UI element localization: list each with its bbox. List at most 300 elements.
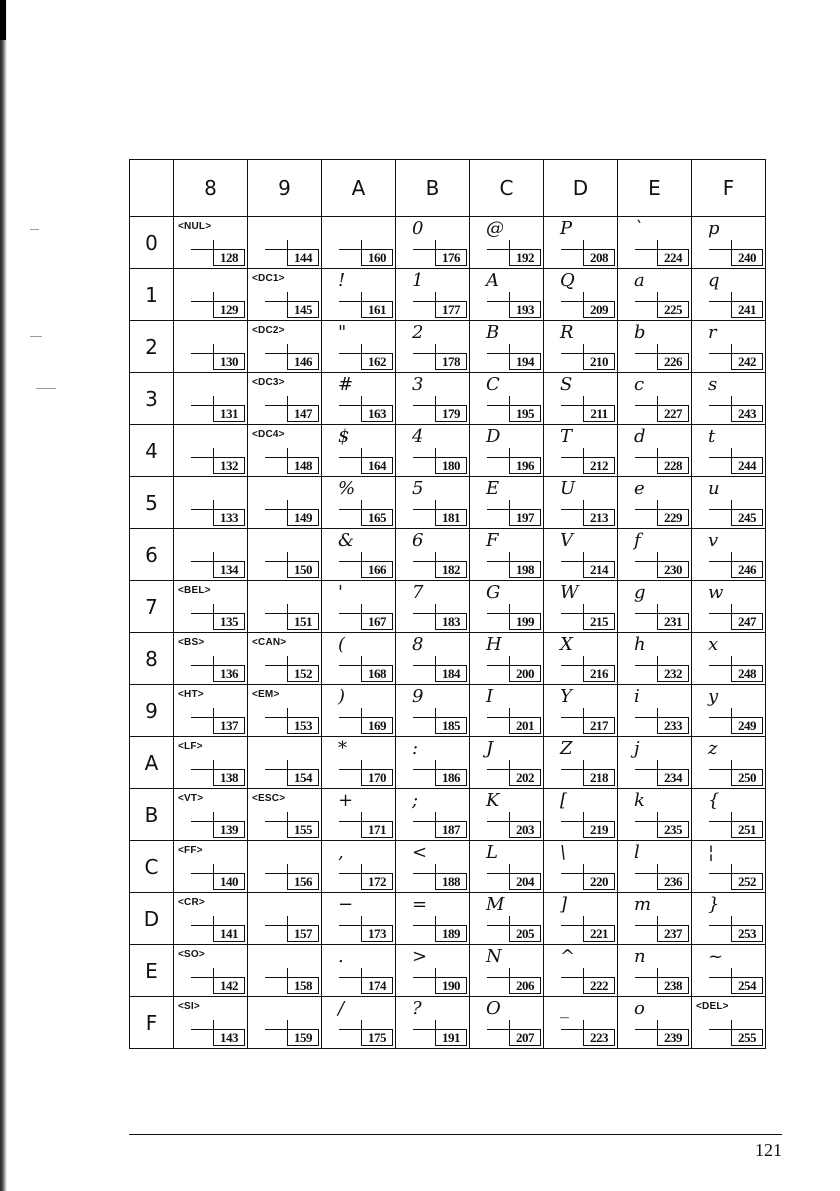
- character-glyph: ": [338, 322, 347, 343]
- character-glyph: 6: [412, 530, 424, 551]
- char-cell: [544, 685, 618, 737]
- char-cell: [692, 425, 766, 477]
- control-code-label: <NUL>: [178, 221, 212, 232]
- char-cell: [618, 477, 692, 529]
- character-glyph: T: [560, 426, 573, 447]
- char-cell: [174, 893, 248, 945]
- decimal-code-box: 191: [435, 1029, 467, 1046]
- decimal-code-box: 208: [583, 249, 615, 266]
- character-glyph: X: [560, 634, 573, 655]
- character-glyph: &: [338, 530, 355, 551]
- scan-edge-mark: [0, 0, 6, 40]
- decimal-code-box: 196: [509, 457, 541, 474]
- decimal-code-box: 209: [583, 301, 615, 318]
- row-header: 0: [130, 217, 174, 269]
- char-cell: [692, 841, 766, 893]
- character-glyph: u: [708, 478, 720, 499]
- decimal-code-box: 160: [361, 249, 393, 266]
- decimal-code-box: 159: [287, 1029, 319, 1046]
- char-cell: [544, 321, 618, 373]
- character-glyph: ^: [560, 946, 576, 967]
- decimal-code-box: 239: [657, 1029, 689, 1046]
- decimal-code-box: 165: [361, 509, 393, 526]
- char-cell: [174, 789, 248, 841]
- decimal-code-box: 214: [583, 561, 615, 578]
- table-row: [130, 789, 766, 841]
- column-header: D: [544, 160, 618, 217]
- decimal-code-box: 147: [287, 405, 319, 422]
- char-cell: [322, 997, 396, 1049]
- decimal-code-box: 255: [731, 1029, 763, 1046]
- decimal-code-box: 131: [213, 405, 245, 422]
- table-row: [130, 633, 766, 685]
- column-header: A: [322, 160, 396, 217]
- control-code-label: <DC4>: [252, 429, 285, 440]
- character-glyph: D: [486, 426, 501, 447]
- character-glyph: 3: [412, 374, 424, 395]
- char-cell: [618, 217, 692, 269]
- character-glyph: L: [486, 842, 498, 863]
- char-cell: [470, 477, 544, 529]
- character-glyph: R: [560, 322, 574, 343]
- character-glyph: b: [634, 322, 646, 343]
- char-cell: [322, 373, 396, 425]
- char-cell: [544, 841, 618, 893]
- char-cell: [470, 633, 544, 685]
- char-cell: [248, 737, 322, 789]
- char-cell: [618, 321, 692, 373]
- decimal-code-box: 148: [287, 457, 319, 474]
- character-glyph: >: [412, 946, 428, 967]
- character-glyph: 1: [412, 270, 424, 291]
- character-glyph: *: [338, 738, 347, 759]
- character-glyph: C: [486, 374, 500, 395]
- decimal-code-box: 172: [361, 873, 393, 890]
- character-glyph: ;: [412, 790, 419, 811]
- decimal-code-box: 153: [287, 717, 319, 734]
- decimal-code-box: 250: [731, 769, 763, 786]
- decimal-code-box: 213: [583, 509, 615, 526]
- decimal-code-box: 161: [361, 301, 393, 318]
- character-glyph: l: [634, 842, 640, 863]
- decimal-code-box: 206: [509, 977, 541, 994]
- decimal-code-box: 141: [213, 925, 245, 942]
- decimal-code-box: 145: [287, 301, 319, 318]
- char-cell: [322, 321, 396, 373]
- char-cell: [618, 633, 692, 685]
- control-code-label: <FF>: [178, 845, 203, 856]
- char-cell: [396, 269, 470, 321]
- char-cell: [470, 685, 544, 737]
- decimal-code-box: 241: [731, 301, 763, 318]
- character-glyph: ~: [708, 946, 724, 967]
- character-glyph: p: [708, 218, 720, 239]
- decimal-code-box: 197: [509, 509, 541, 526]
- char-cell: [692, 581, 766, 633]
- character-glyph: 7: [412, 582, 424, 603]
- decimal-code-box: 133: [213, 509, 245, 526]
- row-header: 3: [130, 373, 174, 425]
- char-cell: [544, 633, 618, 685]
- character-glyph: ¦: [708, 842, 715, 863]
- row-header: A: [130, 737, 174, 789]
- decimal-code-box: 190: [435, 977, 467, 994]
- decimal-code-box: 245: [731, 509, 763, 526]
- decimal-code-box: 187: [435, 821, 467, 838]
- control-code-label: <SI>: [178, 1001, 200, 1012]
- character-glyph: w: [708, 582, 724, 603]
- column-header: B: [396, 160, 470, 217]
- character-glyph: h: [634, 634, 646, 655]
- char-cell: [248, 841, 322, 893]
- char-cell: [692, 945, 766, 997]
- decimal-code-box: 195: [509, 405, 541, 422]
- decimal-code-box: 226: [657, 353, 689, 370]
- decimal-code-box: 218: [583, 769, 615, 786]
- character-glyph: e: [634, 478, 645, 499]
- char-cell: [692, 633, 766, 685]
- control-code-label: <HT>: [178, 689, 204, 700]
- character-glyph: \: [560, 842, 567, 863]
- char-cell: [618, 997, 692, 1049]
- table-row: [130, 477, 766, 529]
- char-cell: [396, 373, 470, 425]
- decimal-code-box: 252: [731, 873, 763, 890]
- char-cell: [396, 945, 470, 997]
- decimal-code-box: 151: [287, 613, 319, 630]
- row-header: B: [130, 789, 174, 841]
- row-header: 5: [130, 477, 174, 529]
- char-cell: [692, 477, 766, 529]
- decimal-code-box: 189: [435, 925, 467, 942]
- char-cell: [618, 737, 692, 789]
- char-cell: [174, 373, 248, 425]
- decimal-code-box: 150: [287, 561, 319, 578]
- decimal-code-box: 232: [657, 665, 689, 682]
- character-glyph: M: [486, 894, 505, 915]
- decimal-code-box: 254: [731, 977, 763, 994]
- decimal-code-box: 173: [361, 925, 393, 942]
- char-cell: [322, 269, 396, 321]
- control-code-label: <DC3>: [252, 377, 285, 388]
- decimal-code-box: 199: [509, 613, 541, 630]
- decimal-code-box: 139: [213, 821, 245, 838]
- character-glyph: U: [560, 478, 576, 499]
- char-cell: [544, 217, 618, 269]
- char-cell: [174, 997, 248, 1049]
- character-glyph: x: [708, 634, 719, 655]
- character-glyph: 0: [412, 218, 424, 239]
- table-body: [130, 217, 766, 1049]
- decimal-code-box: 157: [287, 925, 319, 942]
- table-row: [130, 373, 766, 425]
- character-glyph: s: [708, 374, 718, 395]
- char-cell: [248, 321, 322, 373]
- char-cell: [544, 789, 618, 841]
- decimal-code-box: 168: [361, 665, 393, 682]
- decimal-code-box: 175: [361, 1029, 393, 1046]
- character-glyph: 2: [412, 322, 424, 343]
- char-cell: [544, 945, 618, 997]
- char-cell: [248, 581, 322, 633]
- table-row: [130, 841, 766, 893]
- decimal-code-box: 162: [361, 353, 393, 370]
- char-cell: [322, 945, 396, 997]
- table-row: [130, 529, 766, 581]
- char-cell: [692, 789, 766, 841]
- decimal-code-box: 140: [213, 873, 245, 890]
- decimal-code-box: 211: [583, 405, 615, 422]
- char-cell: [470, 321, 544, 373]
- decimal-code-box: 156: [287, 873, 319, 890]
- decimal-code-box: 217: [583, 717, 615, 734]
- char-cell: [396, 581, 470, 633]
- margin-mark: [30, 229, 39, 230]
- column-header: E: [618, 160, 692, 217]
- char-cell: [396, 685, 470, 737]
- char-cell: [396, 893, 470, 945]
- character-glyph: <: [412, 842, 428, 863]
- control-code-label: <DC2>: [252, 325, 285, 336]
- corner-cell: [130, 160, 174, 217]
- decimal-code-box: 132: [213, 457, 245, 474]
- character-glyph: o: [634, 998, 645, 1019]
- character-glyph: i: [634, 686, 640, 707]
- decimal-code-box: 176: [435, 249, 467, 266]
- char-cell: [322, 477, 396, 529]
- table-row: [130, 425, 766, 477]
- character-glyph: N: [486, 946, 502, 967]
- char-cell: [618, 893, 692, 945]
- table-row: [130, 581, 766, 633]
- decimal-code-box: 174: [361, 977, 393, 994]
- decimal-code-box: 184: [435, 665, 467, 682]
- control-code-label: <BEL>: [178, 585, 211, 596]
- control-code-label: <CR>: [178, 897, 205, 908]
- char-cell: [544, 893, 618, 945]
- row-header: 1: [130, 269, 174, 321]
- char-cell: [174, 581, 248, 633]
- column-header: C: [470, 160, 544, 217]
- decimal-code-box: 221: [583, 925, 615, 942]
- char-cell: [322, 581, 396, 633]
- decimal-code-box: 171: [361, 821, 393, 838]
- column-header-row: [130, 160, 766, 217]
- table-row: [130, 893, 766, 945]
- char-cell: [692, 997, 766, 1049]
- control-code-label: <LF>: [178, 741, 203, 752]
- decimal-code-box: 167: [361, 613, 393, 630]
- char-cell: [470, 425, 544, 477]
- char-cell: [544, 425, 618, 477]
- character-glyph: H: [486, 634, 502, 655]
- char-cell: [692, 269, 766, 321]
- decimal-code-box: 234: [657, 769, 689, 786]
- char-cell: [322, 425, 396, 477]
- char-cell: [174, 529, 248, 581]
- character-glyph: G: [486, 582, 501, 603]
- char-cell: [618, 685, 692, 737]
- decimal-code-box: 222: [583, 977, 615, 994]
- decimal-code-box: 179: [435, 405, 467, 422]
- character-glyph: j: [634, 738, 640, 759]
- character-glyph: !: [338, 270, 346, 291]
- decimal-code-box: 149: [287, 509, 319, 526]
- char-cell: [692, 529, 766, 581]
- char-cell: [248, 269, 322, 321]
- char-cell: [692, 217, 766, 269]
- character-glyph: 8: [412, 634, 424, 655]
- row-header: 7: [130, 581, 174, 633]
- decimal-code-box: 135: [213, 613, 245, 630]
- char-cell: [322, 685, 396, 737]
- character-glyph: S: [560, 374, 573, 395]
- decimal-code-box: 243: [731, 405, 763, 422]
- decimal-code-box: 183: [435, 613, 467, 630]
- char-cell: [322, 737, 396, 789]
- table-row: [130, 685, 766, 737]
- char-cell: [322, 893, 396, 945]
- char-cell: [322, 529, 396, 581]
- decimal-code-box: 210: [583, 353, 615, 370]
- char-cell: [470, 893, 544, 945]
- decimal-code-box: 178: [435, 353, 467, 370]
- decimal-code-box: 240: [731, 249, 763, 266]
- char-cell: [248, 529, 322, 581]
- char-cell: [470, 529, 544, 581]
- char-cell: [618, 945, 692, 997]
- character-glyph: ]: [560, 894, 568, 915]
- character-glyph: Y: [560, 686, 572, 707]
- decimal-code-box: 207: [509, 1029, 541, 1046]
- character-glyph: }: [708, 894, 720, 915]
- character-glyph: E: [486, 478, 500, 499]
- character-glyph: n: [634, 946, 646, 967]
- decimal-code-box: 146: [287, 353, 319, 370]
- row-header: F: [130, 997, 174, 1049]
- char-cell: [174, 841, 248, 893]
- char-cell: [544, 529, 618, 581]
- char-cell: [692, 737, 766, 789]
- decimal-code-box: 129: [213, 301, 245, 318]
- character-glyph: _: [560, 998, 569, 1019]
- char-cell: [248, 789, 322, 841]
- decimal-code-box: 237: [657, 925, 689, 942]
- char-cell: [174, 945, 248, 997]
- control-code-label: <CAN>: [252, 637, 287, 648]
- character-glyph: {: [708, 790, 720, 811]
- control-code-label: <DEL>: [696, 1001, 729, 1012]
- character-glyph: v: [708, 530, 719, 551]
- char-cell: [174, 321, 248, 373]
- row-header: C: [130, 841, 174, 893]
- character-glyph: m: [634, 894, 652, 915]
- char-cell: [248, 633, 322, 685]
- char-cell: [470, 581, 544, 633]
- decimal-code-box: 198: [509, 561, 541, 578]
- table-row: [130, 217, 766, 269]
- character-glyph: [: [560, 790, 568, 811]
- character-glyph: O: [486, 998, 501, 1019]
- decimal-code-box: 154: [287, 769, 319, 786]
- table-row: [130, 997, 766, 1049]
- decimal-code-box: 138: [213, 769, 245, 786]
- row-header: 4: [130, 425, 174, 477]
- char-cell: [396, 425, 470, 477]
- char-cell: [618, 269, 692, 321]
- character-glyph: :: [412, 738, 419, 759]
- char-cell: [174, 425, 248, 477]
- char-cell: [618, 373, 692, 425]
- column-header: 9: [248, 160, 322, 217]
- char-cell: [470, 945, 544, 997]
- table-row: [130, 269, 766, 321]
- char-cell: [174, 217, 248, 269]
- margin-mark: [36, 388, 56, 389]
- decimal-code-box: 193: [509, 301, 541, 318]
- decimal-code-box: 200: [509, 665, 541, 682]
- character-glyph: 9: [412, 686, 424, 707]
- char-cell: [322, 633, 396, 685]
- character-glyph: 4: [412, 426, 424, 447]
- decimal-code-box: 137: [213, 717, 245, 734]
- character-glyph: V: [560, 530, 573, 551]
- char-cell: [618, 529, 692, 581]
- decimal-code-box: 155: [287, 821, 319, 838]
- character-glyph: ,: [338, 842, 344, 863]
- decimal-code-box: 202: [509, 769, 541, 786]
- character-glyph: `: [634, 218, 643, 239]
- char-cell: [248, 685, 322, 737]
- character-glyph: J: [486, 738, 494, 759]
- margin-mark: [30, 336, 42, 337]
- row-header: 9: [130, 685, 174, 737]
- decimal-code-box: 205: [509, 925, 541, 942]
- decimal-code-box: 227: [657, 405, 689, 422]
- decimal-code-box: 248: [731, 665, 763, 682]
- character-glyph: (: [338, 634, 346, 655]
- decimal-code-box: 235: [657, 821, 689, 838]
- char-cell: [470, 841, 544, 893]
- control-code-label: <ESC>: [252, 793, 286, 804]
- decimal-code-box: 204: [509, 873, 541, 890]
- decimal-code-box: 230: [657, 561, 689, 578]
- table-row: [130, 321, 766, 373]
- decimal-code-box: 128: [213, 249, 245, 266]
- decimal-code-box: 238: [657, 977, 689, 994]
- row-header: 2: [130, 321, 174, 373]
- char-cell: [248, 893, 322, 945]
- decimal-code-box: 134: [213, 561, 245, 578]
- decimal-code-box: 219: [583, 821, 615, 838]
- character-glyph: −: [338, 894, 354, 915]
- control-code-label: <DC1>: [252, 273, 285, 284]
- decimal-code-box: 215: [583, 613, 615, 630]
- char-cell: [618, 841, 692, 893]
- char-cell: [248, 373, 322, 425]
- char-cell: [322, 841, 396, 893]
- decimal-code-box: 177: [435, 301, 467, 318]
- decimal-code-box: 249: [731, 717, 763, 734]
- char-cell: [174, 737, 248, 789]
- char-cell: [692, 893, 766, 945]
- character-glyph: t: [708, 426, 716, 447]
- char-cell: [248, 217, 322, 269]
- character-code-table: [129, 159, 766, 1049]
- control-code-label: <SO>: [178, 949, 205, 960]
- decimal-code-box: 224: [657, 249, 689, 266]
- char-cell: [248, 477, 322, 529]
